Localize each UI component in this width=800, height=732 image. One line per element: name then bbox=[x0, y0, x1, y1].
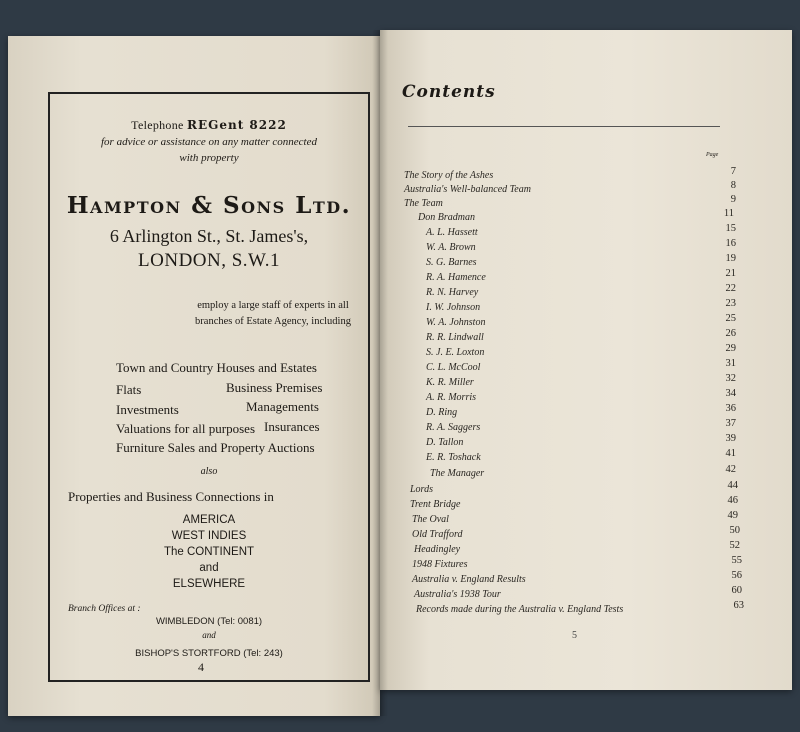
toc-entry-page: 41 bbox=[725, 448, 736, 459]
service-valuations: Valuations for all purposes bbox=[116, 421, 256, 436]
toc-entry-page: 52 bbox=[729, 540, 740, 551]
toc-entry-page: 36 bbox=[725, 403, 736, 414]
branch-label-text: Branch Offices at bbox=[68, 604, 136, 614]
service-business: Business Premises bbox=[226, 380, 323, 395]
toc-entry-title: C. L. McCool bbox=[426, 362, 481, 373]
toc-entry-title: Don Bradman bbox=[418, 212, 475, 223]
telephone-line bbox=[50, 118, 368, 133]
advice-line-2: with property bbox=[179, 152, 239, 164]
address-line-1: 6 Arlington St., St. James's, bbox=[109, 226, 309, 246]
toc-entry-title: The Story of the Ashes bbox=[404, 170, 494, 181]
toc-entry-title: Australia's 1938 Tour bbox=[414, 589, 501, 600]
service-investments: Investments bbox=[116, 402, 179, 417]
service-insurances: Insurances bbox=[264, 419, 320, 434]
service-flats: Flats bbox=[116, 382, 142, 397]
toc-entry-page: 63 bbox=[733, 600, 744, 611]
company-name: Hampton & Sons Ltd. bbox=[66, 192, 352, 219]
toc-entry-title: A. R. Morris bbox=[426, 392, 476, 403]
toc-entry-page: 9 bbox=[730, 194, 736, 205]
toc-entry-title: Trent Bridge bbox=[410, 499, 461, 510]
open-booklet bbox=[0, 30, 800, 732]
toc-entry-title: S. J. E. Loxton bbox=[426, 347, 485, 358]
branch-and: and bbox=[202, 630, 216, 640]
toc-entry-title: R. R. Lindwall bbox=[426, 332, 484, 343]
toc-entry-page: 31 bbox=[725, 358, 736, 369]
toc-entry-title: R. A. Hamence bbox=[426, 272, 486, 283]
toc-entry-page: 21 bbox=[725, 268, 736, 279]
toc-entry-title: The Oval bbox=[412, 514, 449, 525]
properties-text: Properties and Business Connections in bbox=[68, 489, 274, 504]
toc-entry-page: 60 bbox=[731, 585, 742, 596]
telephone-prefix: Telephone bbox=[131, 118, 184, 132]
toc-entry-page: 15 bbox=[725, 223, 736, 234]
toc-entry-page: 37 bbox=[725, 418, 736, 429]
service-houses: Town and Country Houses and Estates bbox=[116, 360, 317, 375]
toc-entry-title: D. Tallon bbox=[426, 437, 464, 448]
toc-entry-title: Australia's Well-balanced Team bbox=[404, 184, 531, 195]
book-gutter bbox=[372, 30, 388, 716]
title-rule bbox=[408, 126, 720, 127]
toc-entry-page: 42 bbox=[725, 464, 736, 475]
toc-entry-page: 26 bbox=[725, 328, 736, 339]
toc-entry-title: W. A. Johnston bbox=[426, 317, 486, 328]
advertisement-box bbox=[48, 92, 370, 682]
employ-line-1: employ a large staff of experts in all bbox=[197, 300, 349, 311]
page-number-right: 5 bbox=[572, 630, 577, 641]
toc-entry-page: 50 bbox=[729, 525, 740, 536]
toc-entry-title: 1948 Fixtures bbox=[412, 559, 468, 570]
toc-entry-page: 19 bbox=[725, 253, 736, 264]
place-america: AMERICA bbox=[182, 514, 236, 526]
toc-entry-page: 34 bbox=[725, 388, 736, 399]
branch-wimbledon: WIMBLEDON (Tel: 0081) bbox=[155, 616, 263, 627]
toc-entry-page: 25 bbox=[725, 313, 736, 324]
toc-entry-page: 11 bbox=[723, 208, 734, 219]
toc-entry-page: 7 bbox=[730, 166, 736, 177]
branch-offices-label: Branch Offices at : bbox=[68, 604, 141, 614]
toc-entry-page: 49 bbox=[727, 510, 738, 521]
toc-entry-title: R. N. Harvey bbox=[426, 287, 479, 298]
branch-bishops-stortford: BISHOP'S STORTFORD (Tel: 243) bbox=[135, 648, 283, 659]
right-page bbox=[380, 30, 792, 690]
toc-entry-page: 16 bbox=[725, 238, 736, 249]
toc-entry-page: 29 bbox=[725, 343, 736, 354]
advice-text bbox=[50, 134, 368, 166]
service-managements: Managements bbox=[246, 399, 319, 414]
page-column-label: Page bbox=[706, 152, 719, 158]
toc-entry-title: The Team bbox=[404, 198, 443, 209]
toc-entry-title: D. Ring bbox=[426, 407, 458, 418]
toc-entry-title: Lords bbox=[410, 484, 433, 495]
toc-entry-title: A. L. Hassett bbox=[426, 227, 478, 238]
toc-entry-title: K. R. Miller bbox=[426, 377, 474, 388]
page-number-left: 4 bbox=[198, 660, 204, 674]
toc-entry-title: R. A. Saggers bbox=[426, 422, 481, 433]
toc-entry-title: Old Trafford bbox=[412, 529, 463, 540]
toc-entry-page: 55 bbox=[731, 555, 742, 566]
toc-entry-title: S. G. Barnes bbox=[426, 257, 477, 268]
also-text: also bbox=[200, 466, 218, 477]
place-continent: The CONTINENT bbox=[163, 546, 255, 558]
toc-entry-page: 22 bbox=[725, 283, 736, 294]
address-line-2: LONDON, S.W.1 bbox=[138, 250, 280, 271]
place-west-indies: WEST INDIES bbox=[171, 530, 247, 542]
advice-line-1: for advice or assistance on any matter connected bbox=[101, 136, 317, 148]
place-and: and bbox=[199, 562, 219, 574]
employ-text bbox=[178, 298, 368, 330]
toc-entry-page: 23 bbox=[725, 298, 736, 309]
toc-entry-title: Headingley bbox=[414, 544, 461, 555]
toc-entry-title: Australia v. England Results bbox=[412, 574, 526, 585]
employ-line-2: branches of Estate Agency, including bbox=[195, 316, 351, 327]
toc-entry-title: The Manager bbox=[430, 468, 485, 479]
toc-entry-page: 39 bbox=[725, 433, 736, 444]
contents-title: Contents bbox=[402, 82, 496, 102]
service-furniture: Furniture Sales and Property Auctions bbox=[116, 440, 315, 455]
toc-entry-page: 56 bbox=[731, 570, 742, 581]
toc-entry-title: Records made during the Australia v. England Tests bbox=[416, 604, 624, 615]
place-elsewhere: ELSEWHERE bbox=[172, 578, 246, 590]
toc-entry-title: E. R. Toshack bbox=[426, 452, 481, 463]
telephone-number: REGent 8222 bbox=[186, 118, 287, 132]
toc-entry-page: 8 bbox=[730, 180, 736, 191]
toc-entry-page: 32 bbox=[725, 373, 736, 384]
toc-entry-title: W. A. Brown bbox=[426, 242, 476, 253]
left-page bbox=[8, 36, 380, 716]
toc-entry-page: 44 bbox=[727, 480, 738, 491]
toc-entry-title: I. W. Johnson bbox=[426, 302, 481, 313]
toc-entry-page: 46 bbox=[727, 495, 738, 506]
